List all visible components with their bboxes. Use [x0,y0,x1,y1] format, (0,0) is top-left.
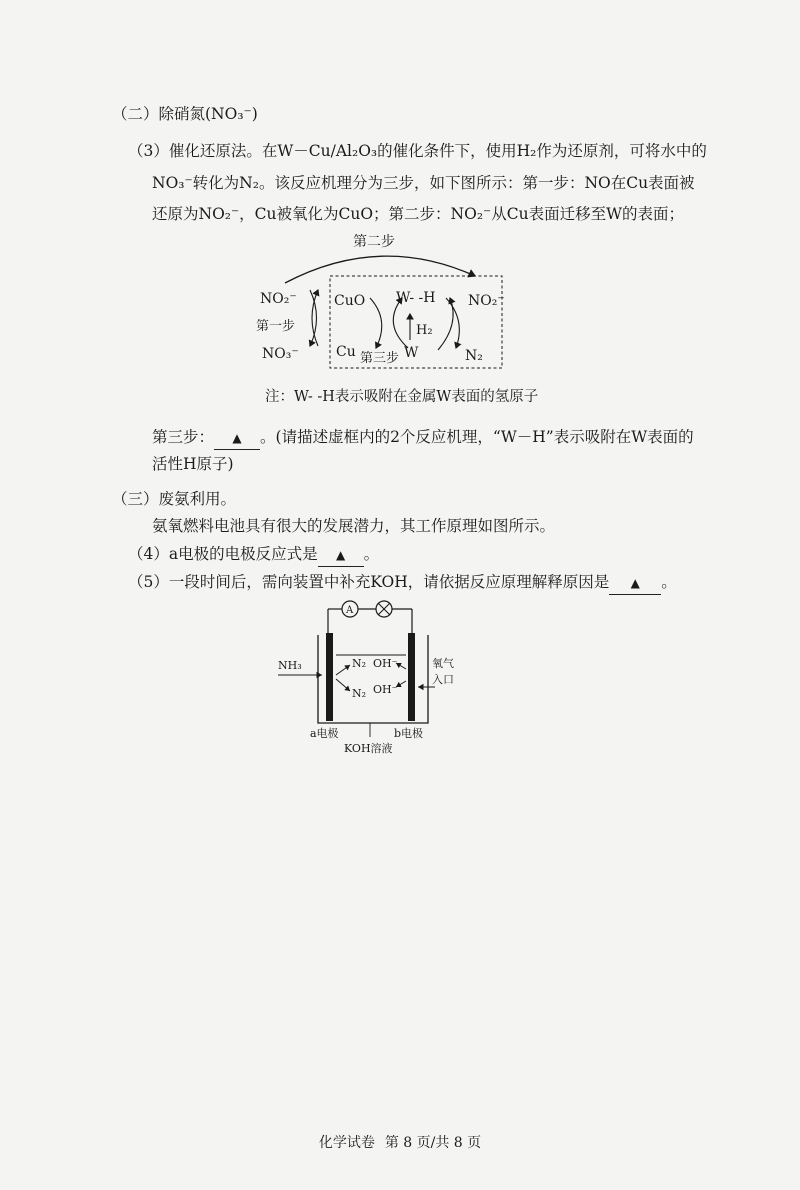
blank-marker: ▲ [335,548,346,562]
step3-label: 第三步 [360,351,400,366]
section3-intro: 氨氧燃料电池具有很大的发展潜力，其工作原理如图所示。 [152,517,556,535]
question-3-line-3: 还原为NO₂⁻，Cu被氧化为CuO；第二步：NO₂⁻从Cu表面迁移至W的表面； [152,205,684,223]
oh-bottom-label: OH⁻ [373,683,398,696]
oxygen-label-1: 氧气 [432,657,454,670]
n2-label: N₂ [465,348,483,364]
oh-top-label: OH⁻ [373,657,398,670]
step3-line-2: 活性H原子) [152,455,234,473]
electrode-a [326,633,333,721]
question-3-line-1: （3）催化还原法。在W－Cu/Al₂O₃的催化条件下，使用H₂作为还原剂，可将水中的 [128,142,707,160]
no2-label-right: NO₂⁻ [468,293,505,309]
footer-page-number: 第 8 页/共 8 页 [384,1135,482,1151]
no2-label-left: NO₂⁻ [260,291,297,307]
h2-label: H₂ [416,323,433,338]
electrode-b [408,633,415,721]
page-footer [0,1132,800,1152]
oh-arrow-top [396,663,406,669]
n2-bottom-label: N₂ [352,687,367,700]
question-5-line [128,571,677,595]
n2-arrow-bottom [336,679,350,691]
fuel-cell-diagram [270,597,470,759]
ammeter-label: A [346,605,354,616]
no3-label: NO₃⁻ [262,346,299,362]
cu-label: Cu [336,344,356,360]
q5-prefix: （5）一段时间后，需向装置中补充KOH，请依据反应原理解释原因是 [128,573,610,591]
cuo-label: CuO [334,293,366,309]
n2-arrow-top [336,665,350,675]
question-3-line-2: NO₃⁻转化为N₂。该反应机理分为三步，如下图所示：第一步：NO在Cu表面被 [152,174,695,192]
blank-marker: ▲ [232,431,242,445]
step3-answer-blank[interactable] [214,426,260,450]
electrode-b-label: b电极 [394,727,424,740]
blank-marker: ▲ [630,576,640,590]
diagram-note: 注：W- -H表示吸附在金属W表面的氢原子 [265,389,539,405]
step1-label: 第一步 [256,319,296,334]
step2-arrow [285,256,475,283]
step1-arrow-down [310,290,317,346]
n2-top-label: N₂ [352,657,367,670]
question-4-line [128,543,379,567]
q5-answer-blank[interactable] [609,571,661,595]
step3-arrow-4 [438,298,453,350]
step3-suffix: 。(请描述虚框内的2个反应机理，“W－H”表示吸附在W表面的 [260,428,694,446]
reaction-mechanism-diagram [250,228,530,380]
section-heading-waste-ammonia: （三）废氨利用。 [112,490,237,508]
footer-subject: 化学试卷 [318,1135,375,1151]
section-heading-denitrification: （二）除硝氮(NO₃⁻) [112,105,258,123]
w-label: W [404,345,419,361]
q4-answer-blank[interactable] [318,543,364,567]
step3-prefix: 第三步： [152,428,215,446]
nh3-label: NH₃ [278,659,302,672]
step3-arrow-1 [370,298,382,348]
electrode-a-label: a电极 [310,727,339,740]
step3-answer-line [152,426,694,450]
q5-suffix: 。 [661,573,677,591]
koh-solution-label: KOH溶液 [344,742,393,755]
step2-label: 第二步 [353,234,395,250]
oh-arrow-bottom [396,681,406,687]
q4-prefix: （4）a电极的电极反应式是 [128,545,318,563]
wh-label: W- -H [396,290,436,306]
q4-suffix: 。 [363,545,380,563]
oxygen-label-2: 入口 [432,673,454,686]
